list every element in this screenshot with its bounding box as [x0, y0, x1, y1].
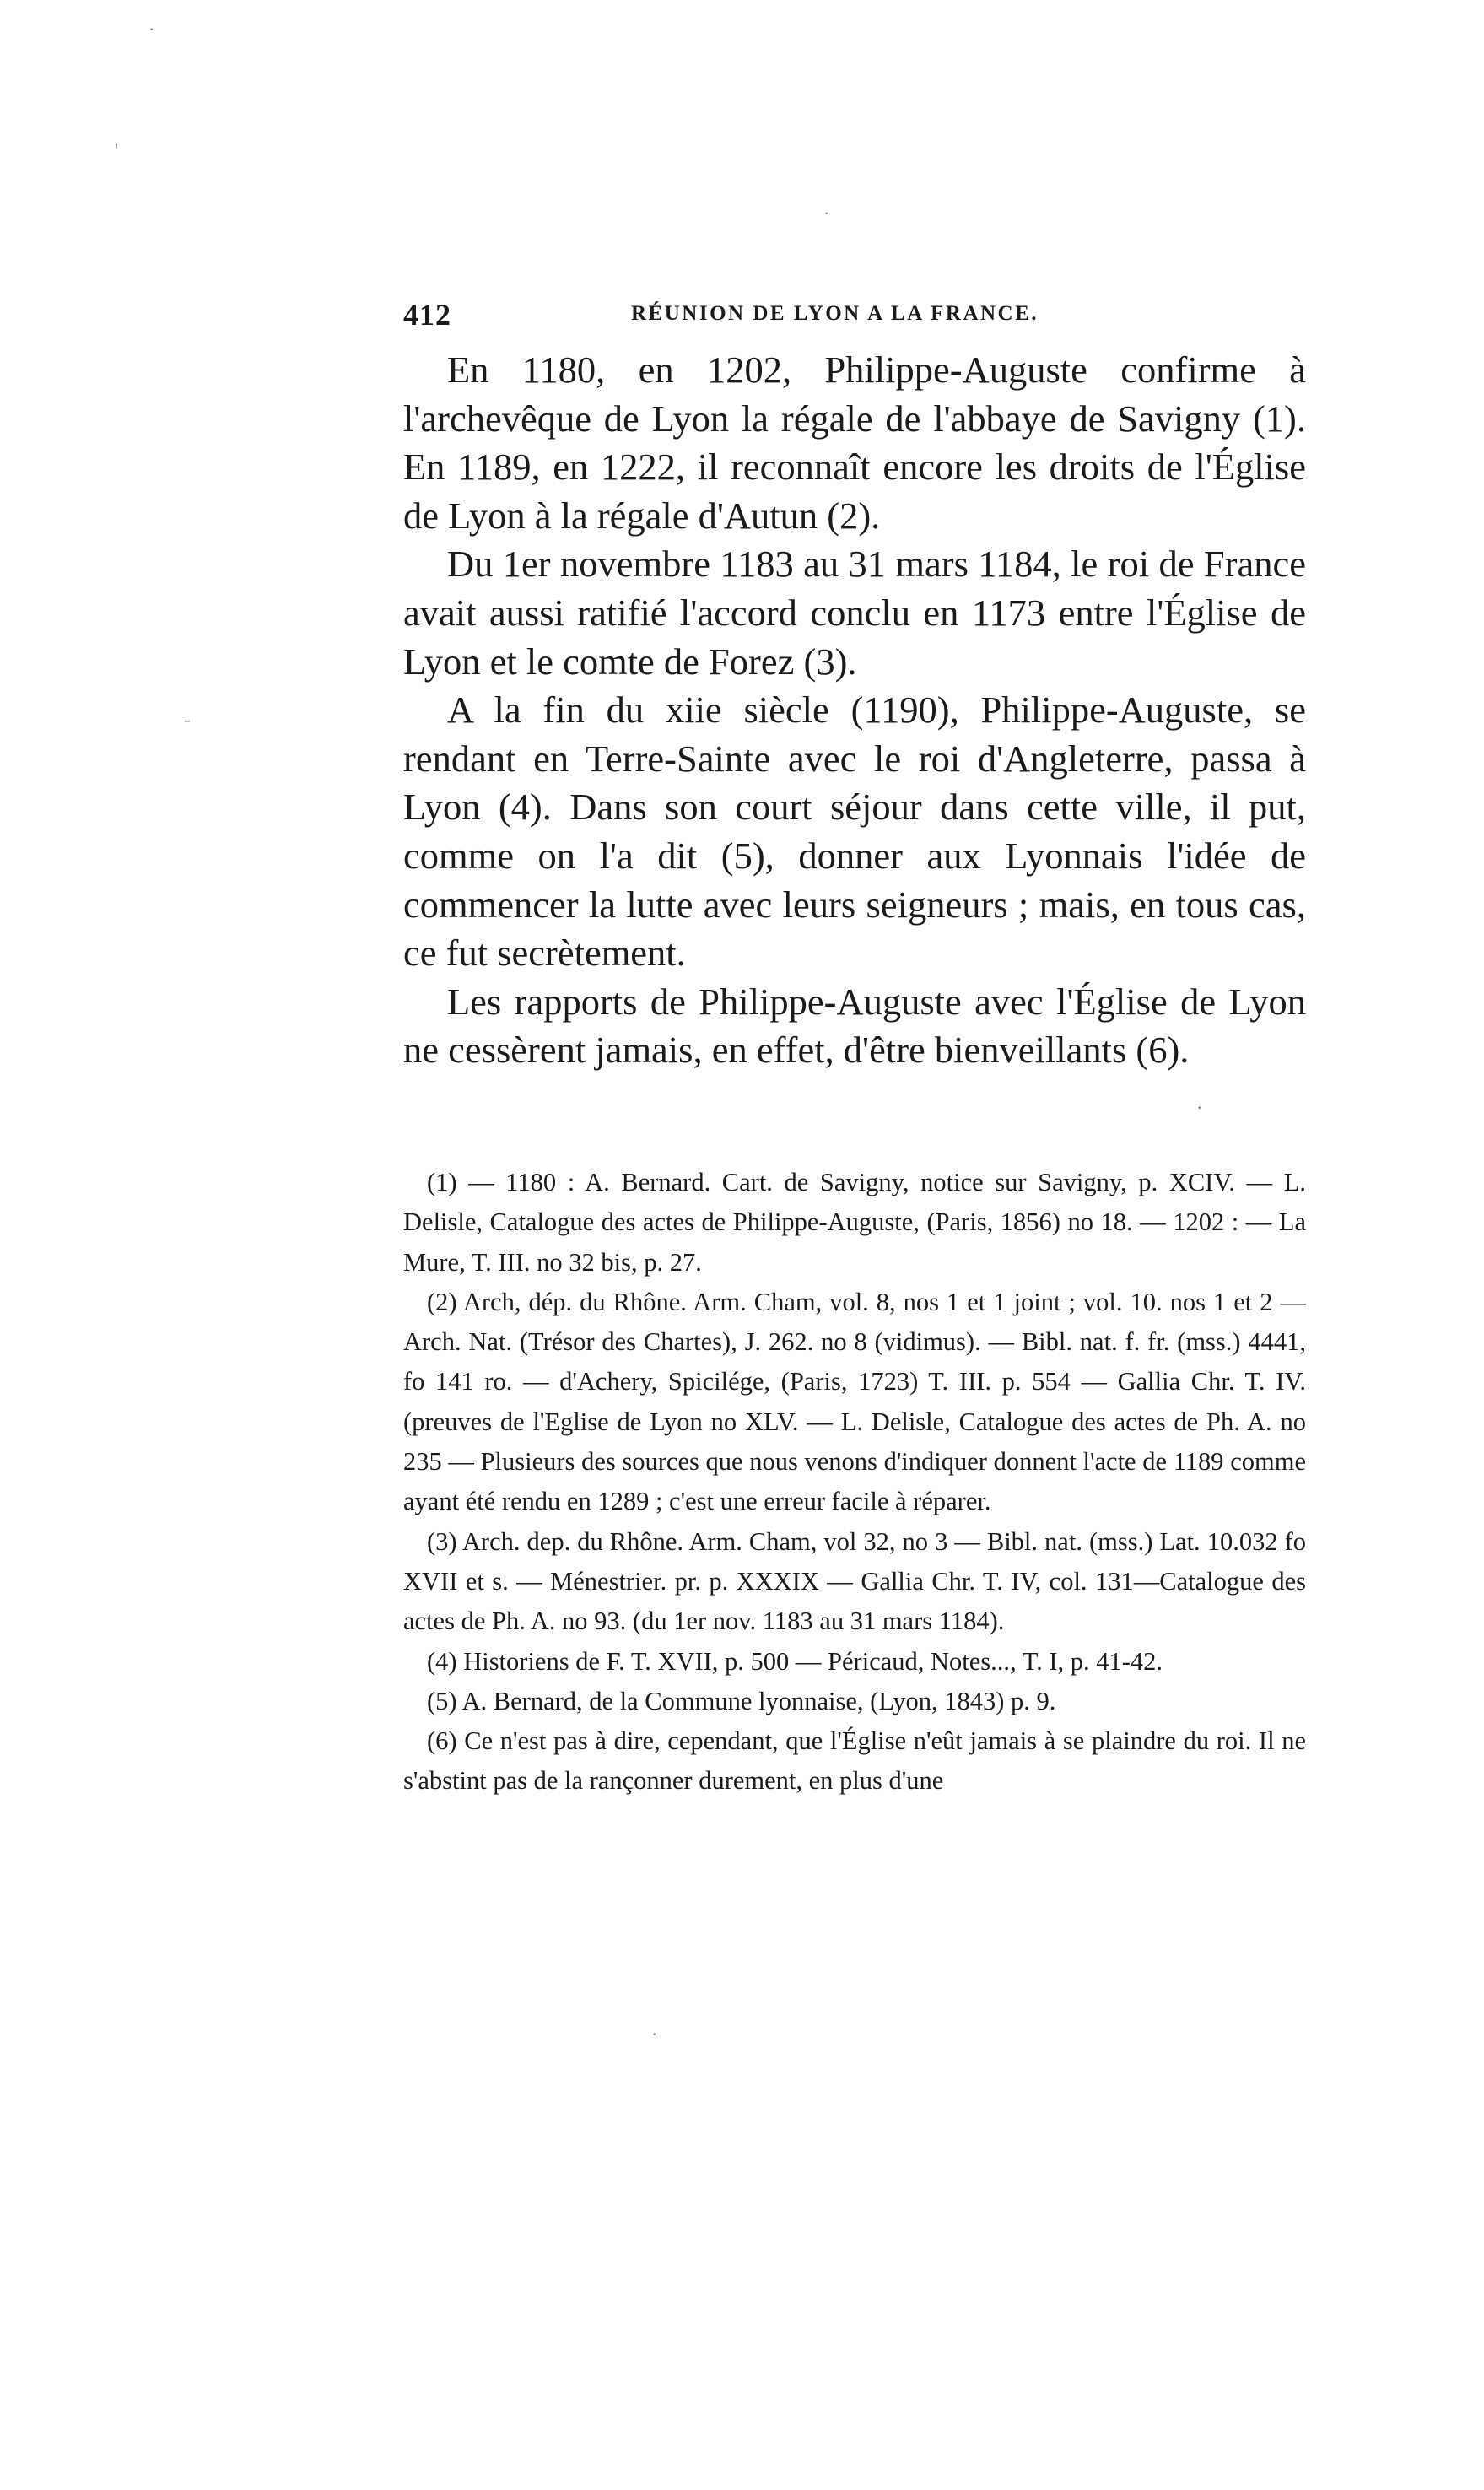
- page-number: 412: [403, 298, 451, 332]
- footnote: (3) Arch. dep. du Rhône. Arm. Cham, vol 32, no 3 — Bibl. nat. (mss.) Lat. 10.032 fo XVII et s. — Ménestrier. pr. p. XXXIX — Gallia Chr. T. IV, col. 131—Catalogue des actes de Ph. A. no 93. (du 1er nov. 1183 au 31 mars 1184).: [403, 1526, 1306, 1636]
- page-header: [403, 294, 1306, 336]
- scan-speck: ·: [1196, 1097, 1203, 1118]
- scan-speck: ': [115, 139, 118, 160]
- footnotes: [403, 1163, 1306, 1801]
- paragraph: Du 1er novembre 1183 au 31 mars 1184, le roi de France avait aussi ratifié l'accord conclu en 1173 entre l'Église de Lyon et le comte de Forez (3).: [403, 543, 1306, 683]
- main-text: [403, 346, 1306, 1075]
- scan-speck: -: [184, 709, 191, 730]
- footnote: (6) Ce n'est pas à dire, cependant, que l'Église n'eût jamais à se plaindre du roi. Il ne s'abstint pas de la rançonner durement, en plus d'une: [403, 1726, 1306, 1796]
- paragraph: A la fin du xiie siècle (1190), Philippe-Auguste, se rendant en Terre-Sainte avec le roi d'Angleterre, passa à Lyon (4). Dans son court séjour dans cette ville, il put, comme on l'a dit (5), donner aux Lyonnais l'idée de commencer la lutte avec leurs seigneurs ; mais, en tous cas, ce fut secrètement.: [403, 689, 1306, 975]
- scan-speck: ·: [823, 203, 830, 224]
- footnote: (5) A. Bernard, de la Commune lyonnaise, (Lyon, 1843) p. 9.: [427, 1686, 1056, 1715]
- footnote: (2) Arch, dép. du Rhône. Arm. Cham, vol. 8, nos 1 et 1 joint ; vol. 10. nos 1 et 2 — Arch. Nat. (Trésor des Chartes), J. 262. no 8 (vidimus). — Bibl. nat. f. fr. (mss.) 4441, fo 141 ro. — d'Achery, Spicilége, (Paris, 1723) T. III. p. 554 — Gallia Chr. T. IV. (preuves de l'Eglise de Lyon no XLV. — L. Delisle, Catalogue des actes de Ph. A. no 235 — Plusieurs des sources que nous venons d'indiquer donnent l'acte de 1189 comme ayant été rendu en 1289 ; c'est une erreur facile à réparer.: [403, 1287, 1306, 1516]
- running-title: RÉUNION DE LYON A LA FRANCE.: [631, 302, 1039, 325]
- scan-speck: ·: [651, 2023, 658, 2044]
- paragraph: Les rapports de Philippe-Auguste avec l'Église de Lyon ne cessèrent jamais, en effet, d'être bienveillants (6).: [403, 980, 1306, 1072]
- scan-speck: ·: [148, 19, 155, 40]
- footnote: (4) Historiens de F. T. XVII, p. 500 — Péricaud, Notes..., T. I, p. 41-42.: [427, 1646, 1163, 1676]
- footnote: (1) — 1180 : A. Bernard. Cart. de Savigny, notice sur Savigny, p. XCIV. — L. Delisle, Catalogue des actes de Philippe-Auguste, (Paris, 1856) no 18. — 1202 : — La Mure, T. III. no 32 bis, p. 27.: [403, 1168, 1306, 1277]
- paragraph: En 1180, en 1202, Philippe-Auguste confirme à l'archevêque de Lyon la régale de l'abbaye de Savigny (1). En 1189, en 1222, il reconnaît encore les droits de l'Église de Lyon à la régale d'Autun (2).: [403, 348, 1306, 537]
